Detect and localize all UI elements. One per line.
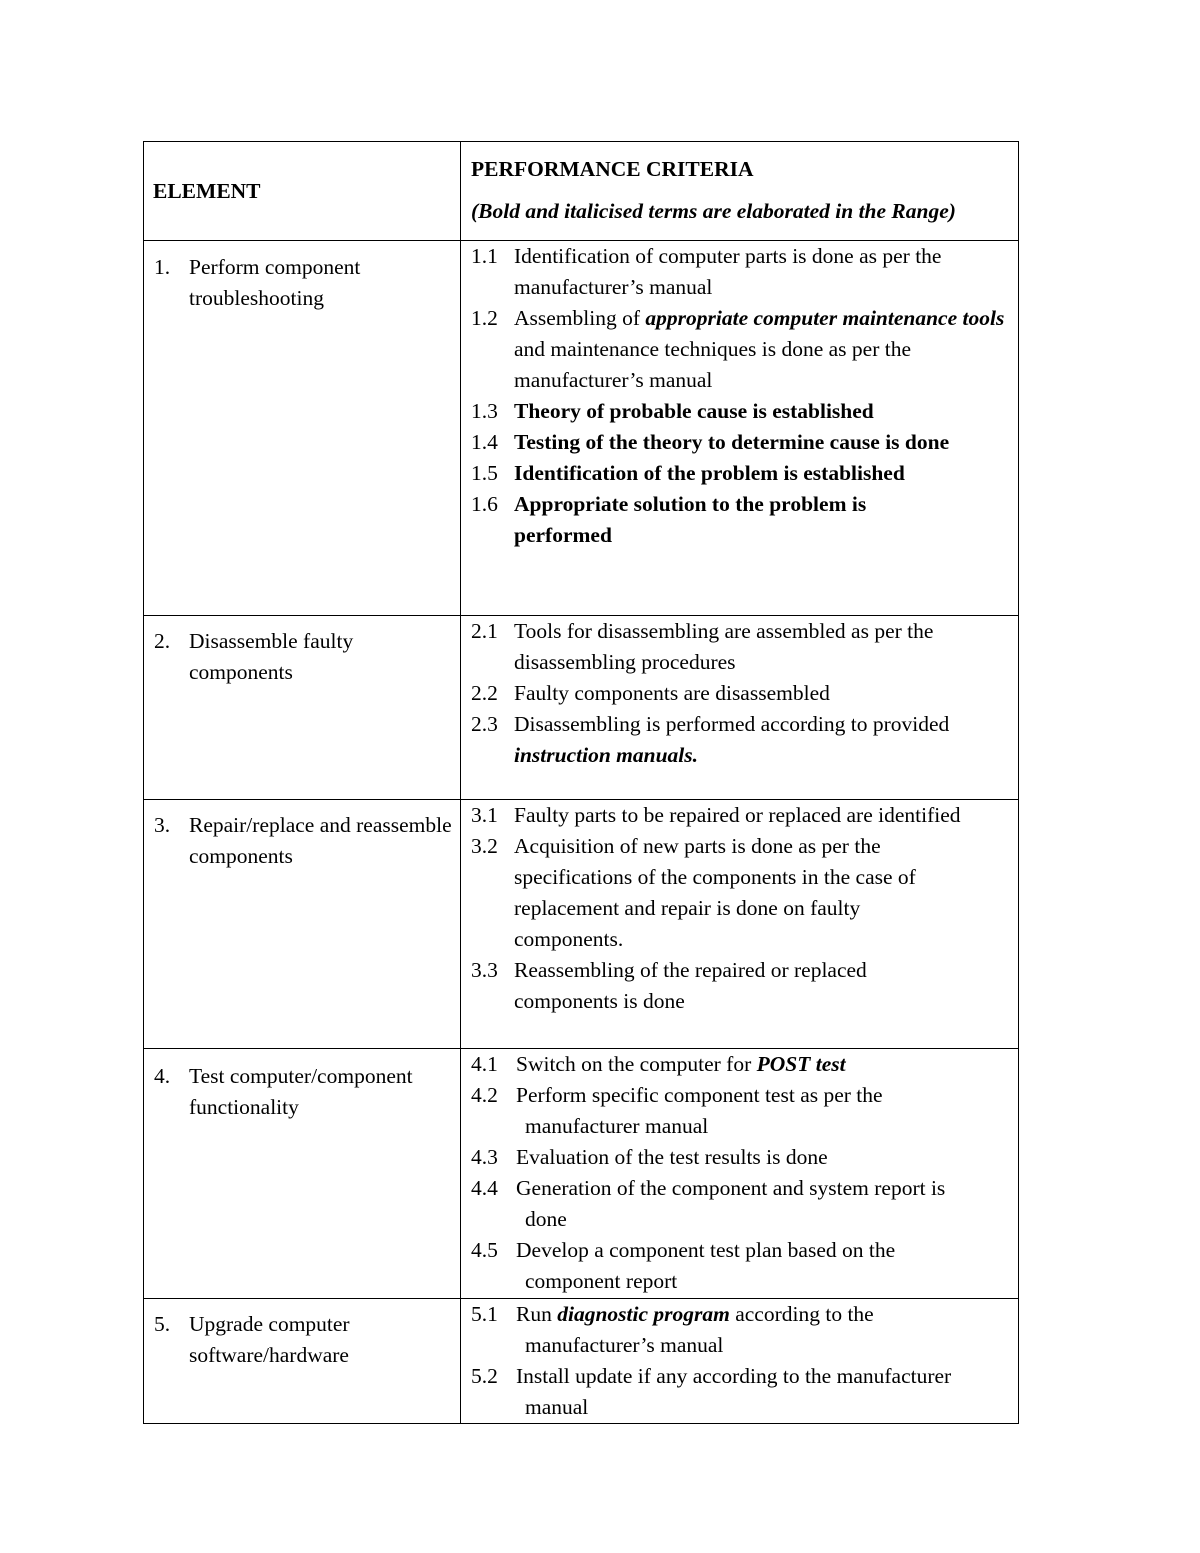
criterion: 4.5 Develop a component test plan based on the component report bbox=[471, 1238, 896, 1293]
element-name: Perform component troubleshooting bbox=[189, 255, 361, 310]
criteria-note: (Bold and italicised terms are elaborated in the Range) bbox=[471, 199, 956, 223]
criterion: 4.2 Perform specific component test as per the manufacturer manual bbox=[471, 1083, 883, 1138]
criterion: 3.3 Reassembling of the repaired or replaced components is done bbox=[471, 958, 867, 1013]
table-row bbox=[144, 241, 1019, 616]
criterion: 2.3 Disassembling is performed according to provided instruction manuals. bbox=[471, 712, 950, 767]
range-term: diagnostic program bbox=[557, 1302, 730, 1326]
table-row bbox=[144, 1299, 1019, 1424]
criterion: 1.5 Identification of the problem is established bbox=[471, 461, 905, 485]
header-element: ELEMENT bbox=[144, 142, 461, 241]
element-name: Repair/replace and reassemble components bbox=[189, 813, 452, 868]
element-number: 5. bbox=[154, 1312, 171, 1336]
criterion: 2.1 Tools for disassembling are assembled as per the disassembling procedures bbox=[471, 619, 934, 674]
range-term: POST test bbox=[756, 1052, 846, 1076]
element-cell bbox=[144, 241, 461, 616]
element-cell bbox=[144, 616, 461, 800]
criteria-cell bbox=[461, 1299, 1019, 1424]
criterion: 1.3 Theory of probable cause is established bbox=[471, 399, 874, 423]
criterion: 4.3 Evaluation of the test results is done bbox=[471, 1145, 828, 1169]
criterion: 4.4 Generation of the component and system report is done bbox=[471, 1176, 946, 1231]
criterion: 1.1 Identification of computer parts is done as per the manufacturer’s manual bbox=[471, 244, 942, 299]
table-row bbox=[144, 1049, 1019, 1299]
element-number: 2. bbox=[154, 629, 171, 653]
table-row bbox=[144, 800, 1019, 1049]
criteria-cell bbox=[461, 616, 1019, 800]
competency-table bbox=[143, 141, 1019, 1424]
criterion: 4.1 Switch on the computer for POST test bbox=[471, 1052, 846, 1076]
header-criteria bbox=[461, 142, 1019, 241]
criterion: 1.2 Assembling of appropriate computer maintenance tools and maintenance techniques is done as per the manufacturer’s manual bbox=[471, 306, 1005, 392]
element-number: 3. bbox=[154, 813, 171, 837]
criterion: 5.2 Install update if any according to the manufacturer manual bbox=[471, 1364, 952, 1419]
criterion: 2.2 Faulty components are disassembled bbox=[471, 681, 830, 705]
criterion: 1.4 Testing of the theory to determine cause is done bbox=[471, 430, 950, 454]
criterion: 1.6 Appropriate solution to the problem is performed bbox=[471, 492, 867, 547]
criteria-cell bbox=[461, 800, 1019, 1049]
element-cell bbox=[144, 1299, 461, 1424]
criterion: 5.1 Run diagnostic program according to the manufacturer’s manual bbox=[471, 1302, 874, 1357]
element-number: 1. bbox=[154, 255, 171, 279]
criterion: 3.1 Faulty parts to be repaired or replaced are identified bbox=[471, 803, 961, 827]
table-row bbox=[144, 616, 1019, 800]
element-name: Test computer/component functionality bbox=[189, 1064, 413, 1119]
element-cell bbox=[144, 800, 461, 1049]
element-number: 4. bbox=[154, 1064, 171, 1088]
element-name: Upgrade computer software/hardware bbox=[189, 1312, 350, 1367]
range-term: appropriate computer maintenance tools bbox=[645, 306, 1005, 330]
criterion: 3.2 Acquisition of new parts is done as per the specifications of the components in the case of replacement and repair is done on faulty components. bbox=[471, 834, 916, 951]
table-header-row bbox=[144, 142, 1019, 241]
range-term: instruction manuals. bbox=[514, 743, 699, 767]
criteria-cell bbox=[461, 241, 1019, 616]
element-cell bbox=[144, 1049, 461, 1299]
criteria-cell bbox=[461, 1049, 1019, 1299]
criteria-title: PERFORMANCE CRITERIA bbox=[471, 157, 754, 181]
element-name: Disassemble faulty components bbox=[189, 629, 354, 684]
